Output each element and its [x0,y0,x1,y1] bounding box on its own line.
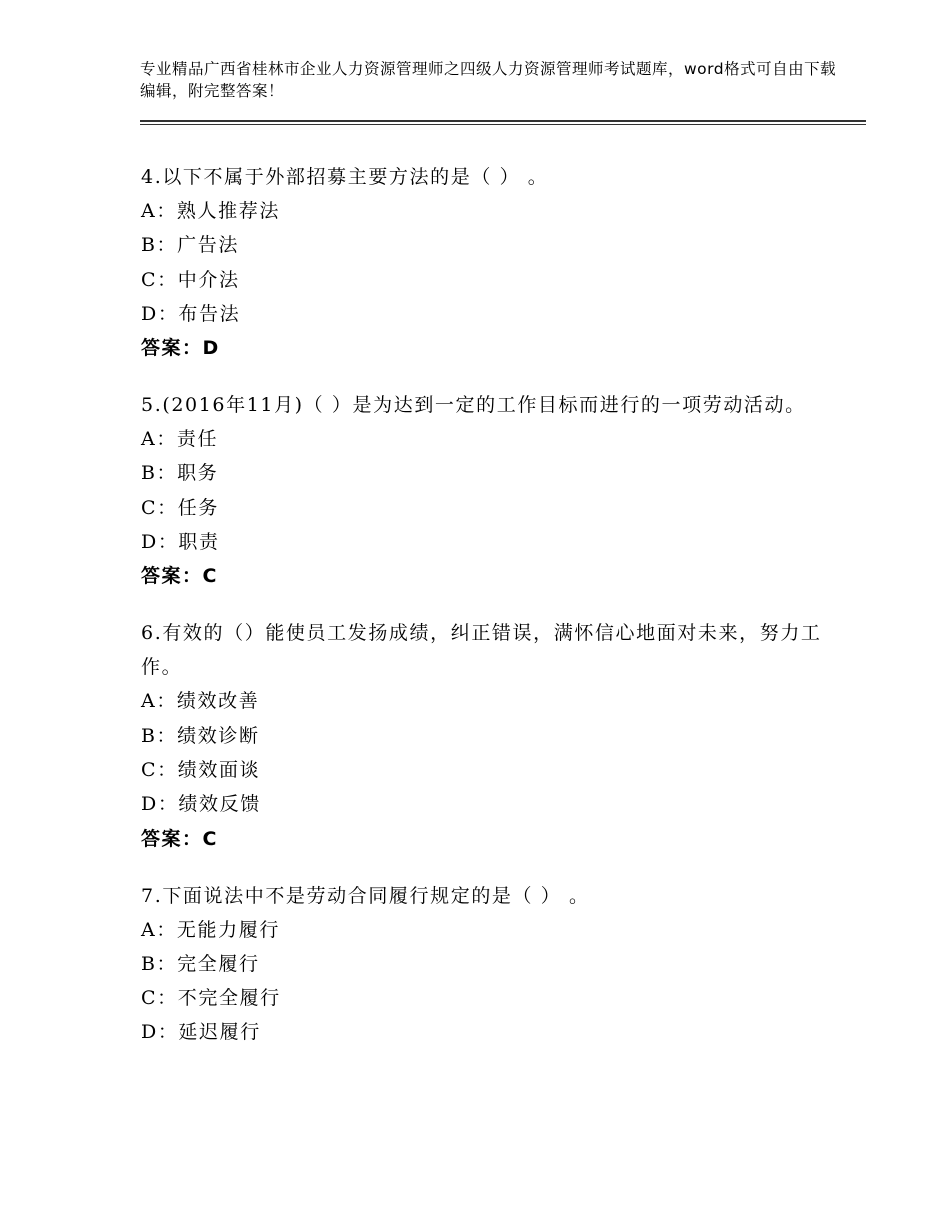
question-stem: 4.以下不属于外部招募主要方法的是（ ） 。 [141,166,549,188]
option-c: C：中介法 [141,268,240,291]
answer-line: 答案：D [141,337,220,360]
document-header: 专业精品广西省桂林市企业人力资源管理师之四级人力资源管理师考试题库，word格式可自由下载编辑，附完整答案！ [140,60,837,100]
option-a: A：责任 [141,428,219,451]
option-d: D：布告法 [141,302,241,325]
option-b: B：广告法 [141,234,239,257]
header-divider [140,120,866,125]
option-d: D：延迟履行 [141,1021,261,1044]
option-b: B：职务 [141,462,219,485]
question-list [141,160,831,1073]
answer-line: 答案：C [141,565,218,588]
question-4 [141,160,831,365]
question-stem: 7.下面说法中不是劳动合同履行规定的是（ ） 。 [141,884,590,907]
option-d: D：绩效反馈 [141,793,261,816]
option-a: A：绩效改善 [141,690,260,713]
option-c: C：绩效面谈 [141,758,261,781]
option-a: A：熟人推荐法 [141,200,280,222]
option-b: B：完全履行 [141,952,260,975]
option-c: C：不完全履行 [141,987,281,1010]
question-6 [141,616,831,855]
question-5 [141,388,831,593]
answer-line: 答案：C [141,827,218,850]
option-b: B：绩效诊断 [141,724,260,747]
option-a: A：无能力履行 [141,918,280,941]
option-c: C：任务 [141,496,219,519]
question-stem: 5.(2016年11月)（ ）是为达到一定的工作目标而进行的一项劳动活动。 [141,394,806,417]
question-7 [141,879,831,1050]
option-d: D：职责 [141,531,220,554]
question-stem: 6.有效的（）能使员工发扬成绩，纠正错误，满怀信心地面对未来，努力工作。 [141,622,822,679]
